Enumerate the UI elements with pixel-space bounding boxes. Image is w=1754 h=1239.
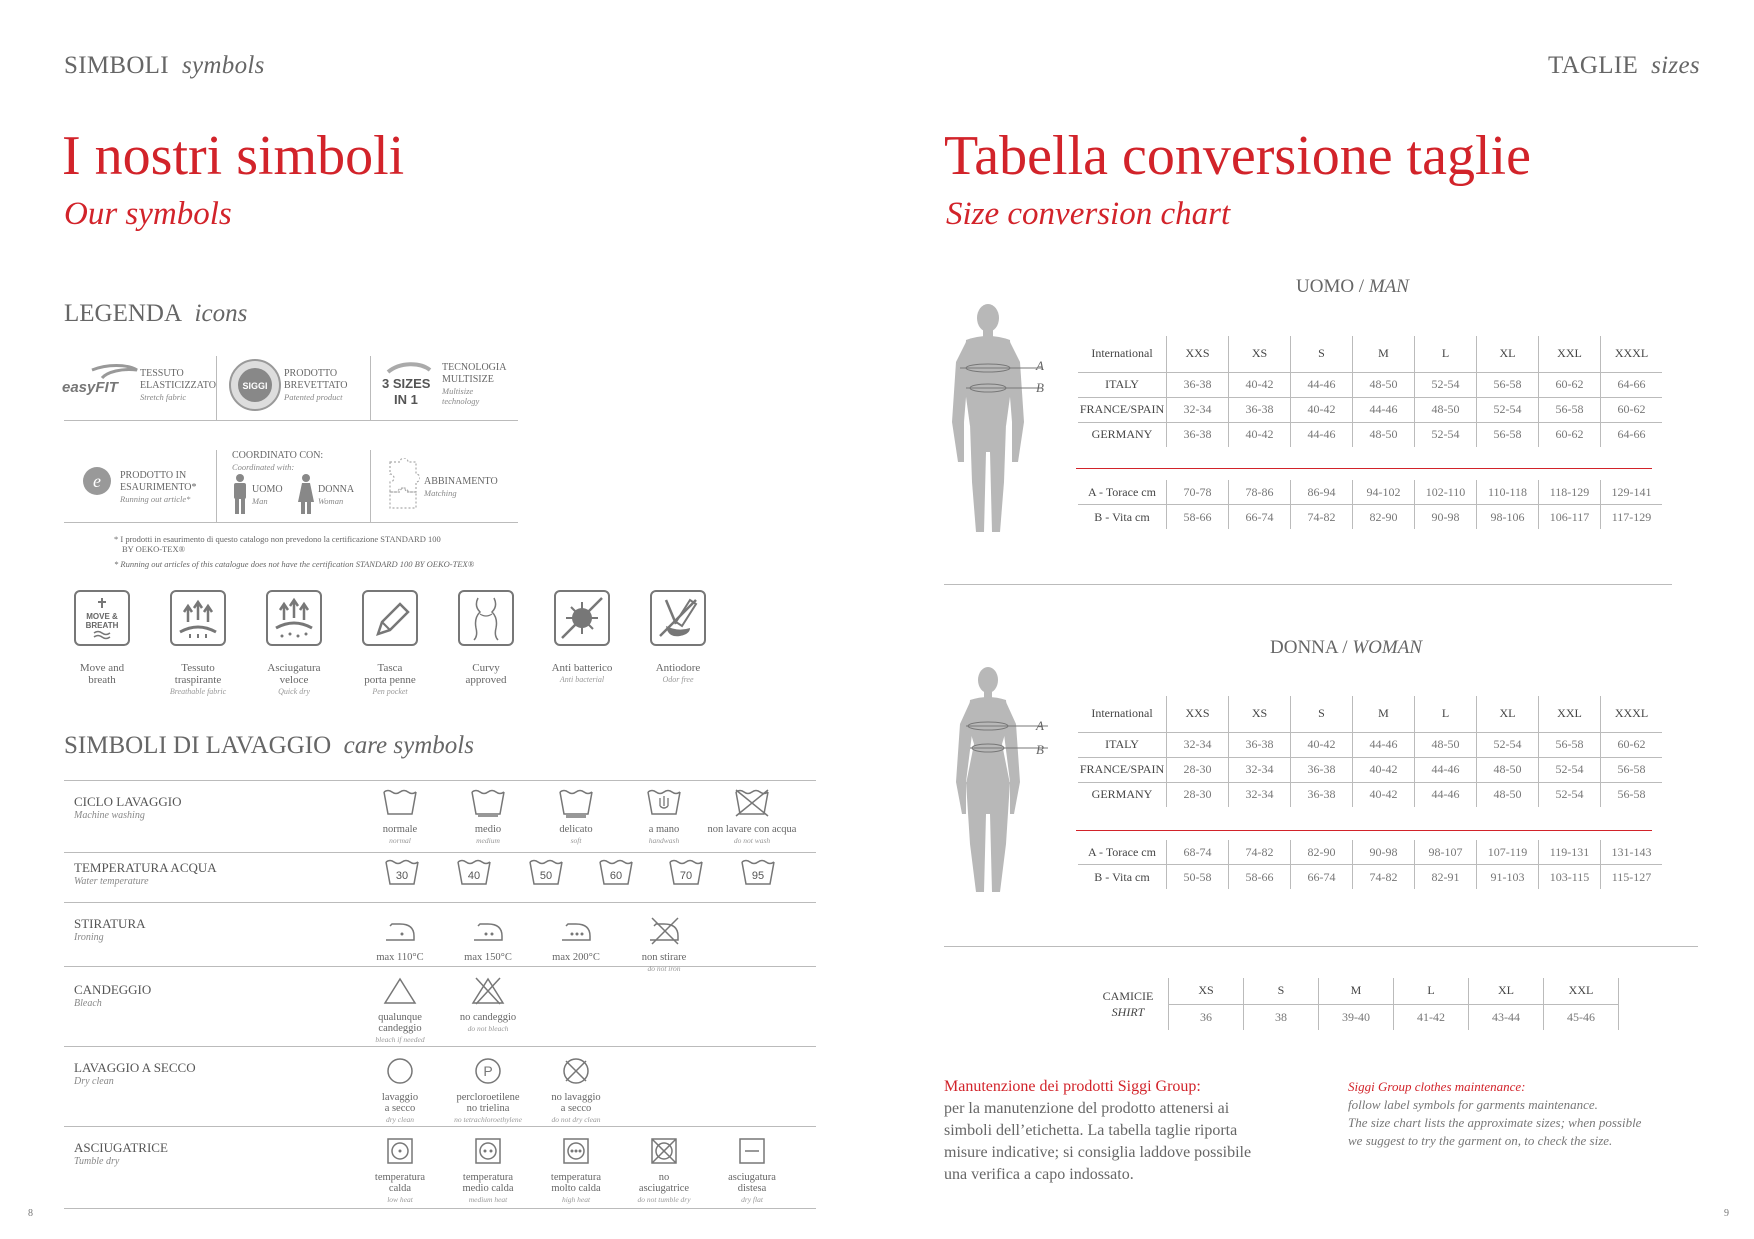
man-marker-a: A [1036,358,1044,373]
man-marker-b: B [1036,380,1044,395]
svg-text:40: 40 [467,870,481,882]
measure-cell: 58-66 [1229,865,1291,890]
country-label: GERMANY [1078,422,1167,447]
care-symbol-icon [646,1136,682,1171]
shirt-size-cell: 45-46 [1544,1004,1619,1030]
svg-text:SIGGI: SIGGI [242,381,268,391]
donna-label: DONNA Woman [318,484,355,506]
measure-cell: 107-119 [1477,840,1539,865]
size-cell: 52-54 [1415,372,1477,397]
coordinato-label: COORDINATO CON: Coordinated with: [232,450,324,472]
care-symbol-icon [382,916,418,951]
legend-main: LEGENDA [64,300,183,327]
care-symbol-caption: max 110°C [376,952,424,963]
size-cell: 44-46 [1291,372,1353,397]
svg-text:50: 50 [539,870,553,882]
measure-cell: 131-143 [1611,844,1652,859]
size-header: L [1415,696,1477,732]
measure-cell: 90-98 [1353,840,1415,865]
header-main: SIMBOLI [64,52,169,79]
right-section-header: TAGLIE sizes [1548,52,1700,79]
size-cell: 44-46 [1415,782,1477,807]
care-symbol-icon [382,976,418,1011]
care-symbol-icon [382,1136,418,1171]
size-cell: 40-42 [1353,782,1415,807]
man-silhouette [950,302,1060,539]
measure-label: A - Torace cm [1078,480,1167,505]
care-row-label: CICLO LAVAGGIO Machine washing [74,794,182,821]
care-row-label: ASCIUGATRICE Tumble dry [74,1140,168,1167]
size-header: S [1291,336,1353,372]
care-symbol-icon [646,788,682,823]
care-symbol-caption: asciugatura distesa dry flat [728,1172,776,1204]
man-heading: UOMO / MAN [1296,276,1409,297]
feature-caption: Anti batterico Anti bacterial [551,662,613,684]
care-symbol-caption: temperatura molto calda high heat [550,1172,602,1204]
care-symbol-icon [558,1136,594,1171]
size-header: XL [1477,696,1539,732]
man-figure-icon [232,474,248,519]
size-cell: 56-58 [1539,397,1601,422]
shirt-size-header: XL [1469,978,1544,1004]
size-header: S [1291,696,1353,732]
care-symbol-caption: no lavaggio a secco do not dry clean [551,1092,601,1124]
antibacterial-icon [554,590,610,646]
care-symbol-icon [382,788,418,823]
size-header: M [1353,696,1415,732]
measure-cell: 94-102 [1353,480,1415,505]
maintenance-en: Siggi Group clothes maintenance: follow label symbols for garments maintenance. The size chart lists the approximate sizes; when possible we suggest to try the garment on, to check the size. [1348,1079,1642,1148]
size-cell: 32-34 [1229,757,1291,782]
size-cell: 40-42 [1291,397,1353,422]
legend-italic: icons [194,300,248,327]
size-header: XXL [1539,336,1601,372]
size-cell: 44-46 [1291,422,1353,447]
woman-size-table [1078,696,1662,807]
left-section-header [64,52,265,80]
feature-caption: Tessuto traspirante Breathable fabric [169,662,227,696]
measure-label: B - Vita cm [1078,505,1167,530]
care-symbol-caption: medio medium [474,824,502,845]
measure-cell: 106-117 [1539,505,1601,530]
measure-cell: 90-98 [1415,505,1477,530]
care-symbol-caption: qualunque candeggio bleach if needed [375,1012,425,1044]
care-symbol-icon [558,788,594,823]
woman-measures-table [1078,840,1662,889]
size-cell: 40-42 [1353,757,1415,782]
svg-text:MOVE &: MOVE & [86,612,118,621]
wash-temp-icon [598,858,634,893]
easyfit-logo [62,362,142,403]
care-symbol-icon [382,1056,418,1091]
measure-cell: 98-107 [1415,840,1477,865]
country-label: ITALY [1078,732,1167,757]
size-cell: 52-54 [1415,422,1477,447]
shirt-size-cell: 43-44 [1469,1004,1544,1030]
maintenance-it: Manutenzione dei prodotti Siggi Group: per la manutenzione del prodotto attenersi ai simboli dell’etichetta. La tabella taglie riporta misure indicative; si consiglia laddove possibile una verifica a capo indossato. [944,1078,1252,1183]
wash-temp-icon [668,858,704,893]
size-header: XS [1229,336,1291,372]
care-row-label: CANDEGGIO Bleach [74,982,152,1009]
size-cell: 60-62 [1539,422,1601,447]
size-cell: 44-46 [1415,757,1477,782]
care-row-label: LAVAGGIO A SECCO Dry clean [74,1060,196,1087]
size-cell: 60-62 [1617,402,1646,416]
measure-cell: 66-74 [1229,505,1291,530]
measure-cell: 74-82 [1353,865,1415,890]
pen-pocket-icon [362,590,418,646]
care-symbol-caption: max 200°C [552,952,600,963]
care-symbol-caption: percloroetilene no trielina no tetrachloroethylene [454,1092,522,1124]
esaurimento-label: PRODOTTO IN ESAURIMENTO* Running out article* [120,470,197,504]
size-cell: 52-54 [1477,397,1539,422]
odor-free-icon [650,590,706,646]
care-symbol-caption: temperatura calda low heat [374,1172,426,1204]
wash-temp-icon [384,858,420,893]
svg-text:IN 1: IN 1 [394,392,418,407]
size-cell: 32-34 [1229,782,1291,807]
care-symbol-icon [470,916,506,951]
wash-temp-icon [740,858,776,893]
shirt-size-header: XXL [1544,978,1619,1004]
size-header: XS [1229,696,1291,732]
size-cell: 28-30 [1167,782,1229,807]
size-cell: 48-50 [1415,397,1477,422]
measure-cell: 119-131 [1539,840,1601,865]
breathable-icon [170,590,226,646]
legend-title [64,300,247,328]
size-cell: 56-58 [1539,732,1601,757]
feature-caption: Tasca porta penne Pen pocket [364,662,416,696]
woman-marker-b: B [1036,742,1044,757]
care-symbol-icon [734,1136,770,1171]
size-cell: 64-66 [1617,427,1646,441]
svg-text:easyFIT: easyFIT [62,379,118,396]
svg-text:70: 70 [679,870,693,882]
size-cell: 56-58 [1617,787,1646,801]
care-symbol-caption: no asciugatrice do not tumble dry [637,1172,691,1204]
care-symbol-caption: max 150°C [464,952,512,963]
measure-cell: 74-82 [1229,840,1291,865]
svg-text:e: e [93,471,101,491]
wash-temp-icon [456,858,492,893]
page-number-right: 9 [1724,1208,1729,1219]
running-out-icon [82,466,112,501]
size-cell: 48-50 [1477,782,1539,807]
size-cell: 44-46 [1353,732,1415,757]
country-label: GERMANY [1078,782,1167,807]
size-cell: 40-42 [1291,732,1353,757]
woman-silhouette [952,664,1062,901]
size-cell: 36-38 [1291,782,1353,807]
measure-cell: 78-86 [1229,480,1291,505]
measure-cell: 58-66 [1167,505,1229,530]
measure-cell: 118-129 [1539,480,1601,505]
man-size-table [1078,336,1662,447]
size-header: XL [1477,336,1539,372]
size-cell: 48-50 [1353,422,1415,447]
measure-cell: 103-115 [1539,865,1601,890]
measure-cell: 50-58 [1167,865,1229,890]
size-header: XXS [1167,696,1229,732]
care-symbol-icon [558,1056,594,1091]
measure-cell: 102-110 [1415,480,1477,505]
shirt-size-table [1088,978,1619,1030]
uomo-label: UOMO Man [252,484,283,506]
care-symbol-icon [470,1056,506,1091]
size-header: XXXL [1614,706,1649,721]
size-cell: 52-54 [1477,732,1539,757]
size-cell: 36-38 [1229,397,1291,422]
move-breath-icon [74,590,130,646]
curvy-icon [458,590,514,646]
brevettato-label: PRODOTTO BREVETTATO Patented product [284,368,348,402]
size-cell: 48-50 [1415,732,1477,757]
care-symbol-caption: temperatura medio calda medium heat [462,1172,514,1204]
care-row-label: STIRATURA Ironing [74,916,146,943]
page-title-left: I nostri simboli [62,125,405,187]
measure-label: B - Vita cm [1078,865,1167,890]
easyfit-label: TESSUTO ELASTICIZZATO Stretch fabric [140,368,216,402]
size-header: M [1353,336,1415,372]
size-cell: 40-42 [1229,422,1291,447]
quick-dry-icon [266,590,322,646]
measure-cell: 86-94 [1291,480,1353,505]
measure-cell: 115-127 [1611,869,1652,884]
size-cell: 32-34 [1167,732,1229,757]
measure-cell: 129-141 [1611,484,1652,499]
shirt-size-cell: 41-42 [1394,1004,1469,1030]
shirt-size-header: M [1319,978,1394,1004]
woman-marker-a: A [1036,718,1044,733]
size-header: XXS [1167,336,1229,372]
page-subtitle-right: Size conversion chart [946,196,1231,232]
page-number-left: 8 [28,1208,33,1219]
page-subtitle-left: Our symbols [64,196,232,232]
size-cell: 36-38 [1291,757,1353,782]
size-cell: 32-34 [1167,397,1229,422]
measure-label: A - Torace cm [1078,840,1167,865]
size-header: XXL [1539,696,1601,732]
shirt-size-header: L [1394,978,1469,1004]
measure-cell: 117-129 [1611,509,1652,524]
measure-cell: 91-103 [1477,865,1539,890]
measure-cell: 110-118 [1477,480,1539,505]
feature-caption: Curvy approved [465,662,507,686]
care-title: SIMBOLI DI LAVAGGIO care symbols [64,732,474,759]
care-symbol-caption: non stirare do not iron [641,952,687,973]
care-symbol-icon [734,788,770,823]
woman-figure-icon [296,474,316,519]
care-symbol-caption: no candeggio do not bleach [459,1012,517,1033]
multisize-label: TECNOLOGIA MULTISIZE Multisize technology [442,362,507,406]
country-label: FRANCE/SPAIN [1078,397,1167,422]
footnote: * I prodotti in esaurimento di questo catalogo non prevedono la certificazione STANDARD 100 BY OEKO-TEX® * Running out articles of this catalogue does not have the certification STANDARD 100 BY OEKO-TEX® [114,534,475,569]
shirt-label: CAMICIE SHIRT [1088,978,1169,1030]
size-cell: 44-46 [1353,397,1415,422]
measure-cell: 98-106 [1477,505,1539,530]
care-symbol-caption: delicato soft [559,824,593,845]
care-symbol-caption: lavaggio a secco dry clean [381,1092,419,1124]
size-cell: 36-38 [1167,422,1229,447]
measure-cell: 66-74 [1291,865,1353,890]
svg-text:95: 95 [751,870,765,882]
measure-cell: 82-90 [1353,505,1415,530]
feature-caption: Antiodore Odor free [655,662,701,684]
wash-temp-icon [528,858,564,893]
shirt-size-header: XS [1169,978,1244,1004]
size-cell: 52-54 [1539,782,1601,807]
shirt-size-cell: 36 [1169,1004,1244,1030]
size-cell: 60-62 [1617,737,1646,751]
care-symbol-caption: normale normal [382,824,418,845]
care-symbol-icon [470,788,506,823]
svg-text:30: 30 [395,870,409,882]
measure-cell: 82-91 [1415,865,1477,890]
care-symbol-icon [646,916,682,951]
size-cell: 40-42 [1229,372,1291,397]
care-symbol-icon [558,916,594,951]
svg-text:P: P [483,1063,493,1079]
siggi-logo [228,358,282,417]
size-cell: 56-58 [1477,422,1539,447]
care-symbol-caption: non lavare con acqua do not wash [707,824,797,845]
care-row-label: TEMPERATURA ACQUA Water temperature [74,860,217,887]
svg-text:BREATH: BREATH [85,621,119,630]
size-cell: 28-30 [1167,757,1229,782]
size-cell: 56-58 [1617,762,1646,776]
care-symbol-caption: a mano handwash [648,824,680,845]
shirt-size-header: S [1244,978,1319,1004]
measure-cell: 70-78 [1167,480,1229,505]
svg-text:3 SIZES: 3 SIZES [382,376,431,391]
size-cell: 56-58 [1477,372,1539,397]
size-cell: 48-50 [1353,372,1415,397]
country-label: FRANCE/SPAIN [1078,757,1167,782]
header-label: International [1078,696,1167,732]
measure-cell: 74-82 [1291,505,1353,530]
country-label: ITALY [1078,372,1167,397]
puzzle-icon [384,458,420,515]
size-cell: 48-50 [1477,757,1539,782]
measure-cell: 82-90 [1291,840,1353,865]
svg-text:60: 60 [609,870,623,882]
size-cell: 36-38 [1229,732,1291,757]
3sizes-logo [380,362,436,413]
care-symbol-icon [470,1136,506,1171]
measure-cell: 68-74 [1167,840,1229,865]
size-cell: 36-38 [1167,372,1229,397]
man-measures-table [1078,480,1662,529]
size-cell: 52-54 [1539,757,1601,782]
feature-caption: Asciugatura veloce Quick dry [267,662,321,696]
care-symbol-icon [470,976,506,1011]
header-italic: symbols [182,52,265,79]
abbinamento-label: ABBINAMENTO Matching [424,476,498,498]
feature-caption: Move and breath [79,662,125,686]
header-label: International [1078,336,1167,372]
woman-heading: DONNA / WOMAN [1270,637,1422,658]
size-header: L [1415,336,1477,372]
size-cell: 60-62 [1539,372,1601,397]
size-cell: 64-66 [1617,377,1646,391]
page-title-right: Tabella conversione taglie [944,125,1531,187]
size-header: XXXL [1614,346,1649,361]
shirt-size-cell: 39-40 [1319,1004,1394,1030]
shirt-size-cell: 38 [1244,1004,1319,1030]
